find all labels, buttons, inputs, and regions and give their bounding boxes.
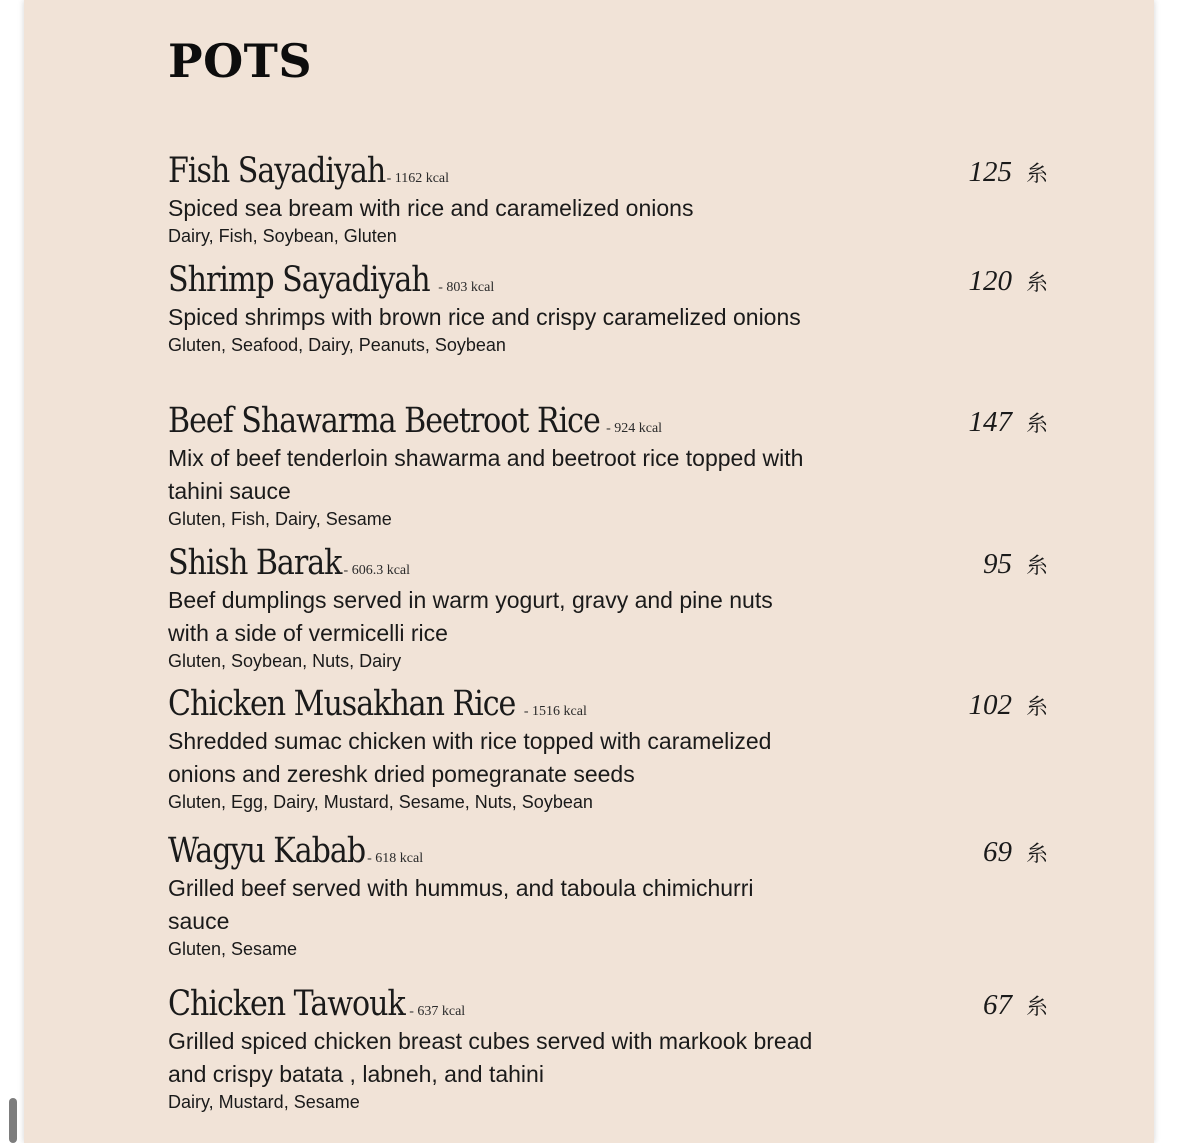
price-value: 102 bbox=[968, 689, 1012, 721]
riyal-currency-icon: ⽷ bbox=[1025, 412, 1048, 437]
item-kcal: - 637 kcal bbox=[409, 1004, 466, 1019]
price-value: 120 bbox=[968, 265, 1012, 297]
item-price bbox=[983, 548, 1048, 581]
price-value: 125 bbox=[968, 156, 1012, 188]
riyal-currency-icon: ⽷ bbox=[1025, 271, 1048, 296]
riyal-currency-icon: ⽷ bbox=[1025, 162, 1048, 187]
item-kcal: - 924 kcal bbox=[606, 421, 663, 436]
item-header bbox=[168, 544, 1048, 583]
item-price bbox=[968, 689, 1048, 722]
item-header bbox=[168, 402, 1048, 441]
item-allergens: Gluten, Seafood, Dairy, Peanuts, Soybean bbox=[168, 334, 506, 355]
item-description: Shredded sumac chicken with rice topped with caramelized onions and zereshk dried pomegranate seeds bbox=[168, 727, 772, 787]
item-description: Spiced sea bream with rice and caramelized onions bbox=[168, 194, 694, 221]
item-description: Mix of beef tenderloin shawarma and beetroot rice topped with tahini sauce bbox=[168, 444, 804, 504]
menu-page bbox=[24, 0, 1154, 1143]
item-kcal: - 618 kcal bbox=[367, 851, 424, 866]
price-value: 147 bbox=[968, 406, 1012, 438]
item-name: Chicken Tawouk bbox=[168, 984, 405, 1024]
item-header bbox=[168, 985, 1048, 1024]
item-description: Beef dumplings served in warm yogurt, gravy and pine nuts with a side of vermicelli rice bbox=[168, 586, 773, 646]
scrollbar-thumb[interactable] bbox=[9, 1098, 17, 1143]
section-title: POTS bbox=[168, 34, 313, 88]
item-price bbox=[983, 989, 1048, 1022]
riyal-currency-icon: ⽷ bbox=[1025, 842, 1048, 867]
item-header bbox=[168, 152, 1048, 191]
item-price bbox=[968, 156, 1048, 189]
riyal-currency-icon: ⽷ bbox=[1025, 554, 1048, 579]
item-allergens: Dairy, Mustard, Sesame bbox=[168, 1091, 360, 1112]
item-description: Spiced shrimps with brown rice and crispy caramelized onions bbox=[168, 303, 801, 330]
menu-item-shrimp-sayadiyah[interactable] bbox=[168, 261, 1048, 356]
riyal-currency-icon: ⽷ bbox=[1025, 695, 1048, 720]
menu-item-beef-shawarma-beetroot-rice[interactable] bbox=[168, 402, 1048, 530]
item-kcal: - 803 kcal bbox=[438, 280, 495, 295]
item-header bbox=[168, 685, 1048, 724]
menu-item-chicken-tawouk[interactable] bbox=[168, 985, 1048, 1113]
menu-item-wagyu-kabab[interactable] bbox=[168, 832, 1048, 960]
item-allergens: Dairy, Fish, Soybean, Gluten bbox=[168, 225, 397, 246]
item-allergens: Gluten, Soybean, Nuts, Dairy bbox=[168, 650, 402, 671]
item-allergens: Gluten, Egg, Dairy, Mustard, Sesame, Nuts, Soybean bbox=[168, 791, 593, 812]
item-kcal: - 1162 kcal bbox=[386, 171, 450, 186]
item-kcal: - 1516 kcal bbox=[523, 704, 587, 719]
menu-item-fish-sayadiyah[interactable] bbox=[168, 152, 1048, 247]
item-price bbox=[983, 836, 1048, 869]
price-value: 67 bbox=[982, 989, 1012, 1021]
item-header bbox=[168, 832, 1048, 871]
menu-item-chicken-musakhan-rice[interactable] bbox=[168, 685, 1048, 813]
item-allergens: Gluten, Fish, Dairy, Sesame bbox=[168, 508, 392, 529]
menu-item-shish-barak[interactable] bbox=[168, 544, 1048, 672]
item-name: Shrimp Sayadiyah bbox=[168, 260, 430, 300]
item-allergens: Gluten, Sesame bbox=[168, 938, 298, 959]
item-name: Shish Barak bbox=[168, 543, 342, 583]
item-kcal: - 606.3 kcal bbox=[343, 563, 411, 578]
price-value: 95 bbox=[982, 548, 1012, 580]
riyal-currency-icon: ⽷ bbox=[1025, 995, 1048, 1020]
item-name: Fish Sayadiyah bbox=[168, 151, 386, 191]
item-header bbox=[168, 261, 1048, 300]
item-price bbox=[968, 406, 1048, 439]
item-description: Grilled spiced chicken breast cubes served with markook bread and crispy batata , labneh, and tahini bbox=[168, 1027, 813, 1087]
price-value: 69 bbox=[982, 836, 1012, 868]
item-name: Wagyu Kabab bbox=[168, 831, 366, 871]
item-description: Grilled beef served with hummus, and taboula chimichurri sauce bbox=[168, 874, 754, 934]
item-name: Beef Shawarma Beetroot Rice bbox=[168, 401, 600, 441]
item-price bbox=[968, 265, 1048, 298]
item-name: Chicken Musakhan Rice bbox=[168, 684, 516, 724]
